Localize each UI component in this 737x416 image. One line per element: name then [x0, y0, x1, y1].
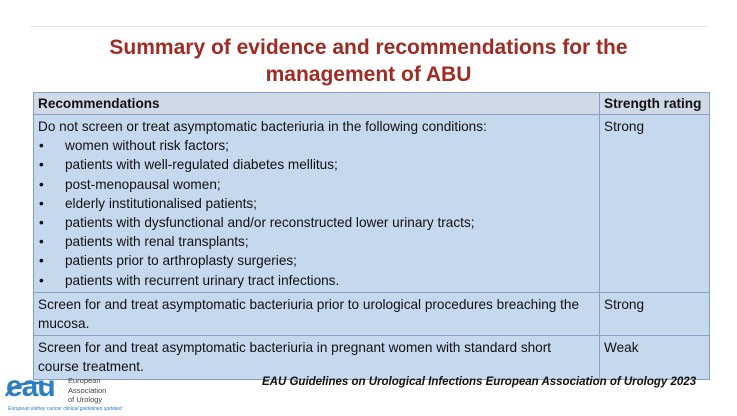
logo-mark: eau	[6, 370, 55, 403]
logo-text-line-3: of Urology	[68, 395, 103, 404]
strength-rating-cell: Strong	[600, 292, 710, 335]
table-row	[34, 115, 710, 293]
table-row	[34, 292, 710, 335]
header-recommendations: Recommendations	[34, 93, 600, 115]
list-item: • patients with recurrent urinary tract infections.	[38, 271, 595, 290]
condition-list	[38, 136, 595, 290]
list-item: • post-menopausal women;	[38, 175, 595, 194]
list-item: • women without risk factors;	[38, 136, 595, 155]
strength-rating-cell: Strong	[600, 115, 710, 293]
recommendations-table	[33, 92, 710, 380]
recommendation-cell: Screen for and treat asymptomatic bacteriuria prior to urological procedures breaching the mucosa.	[34, 292, 600, 335]
title-line-2: management of ABU	[265, 63, 472, 86]
logo-text-line-2: Association	[68, 385, 107, 395]
recommendation-cell	[34, 115, 600, 293]
table-header-row	[34, 93, 710, 115]
header-strength-rating: Strength rating	[600, 93, 710, 115]
guideline-reference: EAU Guidelines on Urological Infections European Association of Urology 2023	[262, 376, 697, 388]
recommendation-cell: Screen for and treat asymptomatic bacteriuria in pregnant women with standard short course treatment.	[34, 336, 600, 379]
logo-text-line-1: European	[68, 376, 101, 385]
eau-logo	[6, 370, 136, 414]
page-title	[0, 34, 737, 88]
top-divider	[30, 26, 707, 27]
title-line-1: Summary of evidence and recommendations for the	[109, 36, 628, 59]
list-item: • patients prior to arthroplasty surgeries;	[38, 251, 595, 270]
list-item: • patients with well-regulated diabetes mellitus;	[38, 155, 595, 174]
logo-text	[68, 376, 106, 405]
list-item: • elderly institutionalised patients;	[38, 194, 595, 213]
strength-rating-cell: Weak	[600, 336, 710, 379]
logo-tagline: European kidney cancer clinical guidelines updated	[8, 406, 122, 412]
recommendation-text: Do not screen or treat asymptomatic bacteriuria in the following conditions:	[38, 119, 487, 134]
list-item: • patients with dysfunctional and/or reconstructed lower urinary tracts;	[38, 213, 595, 232]
list-item: • patients with renal transplants;	[38, 232, 595, 251]
